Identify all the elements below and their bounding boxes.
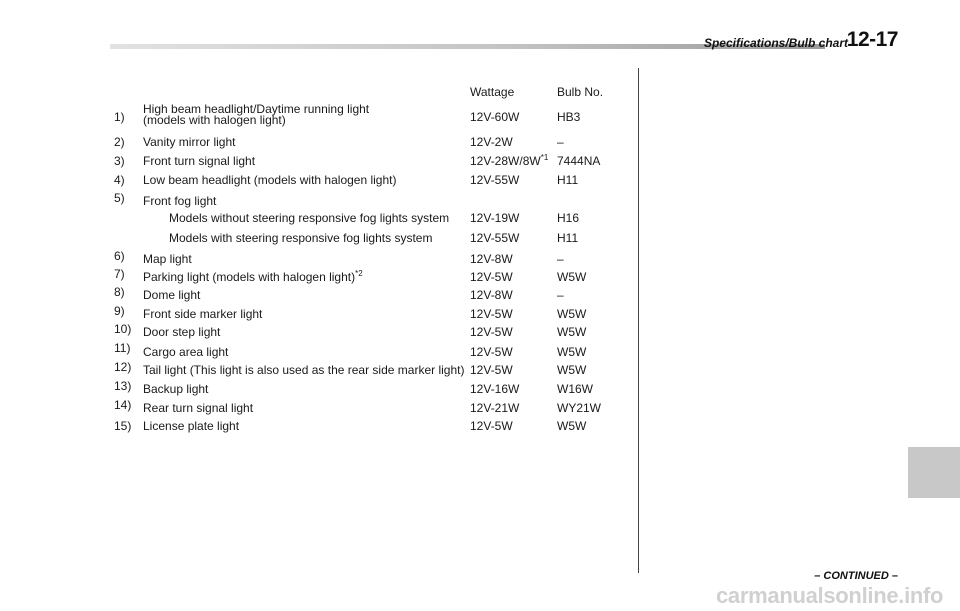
row-wattage: 12V-55W — [470, 173, 520, 187]
row-bulb-number: H11 — [557, 231, 579, 245]
row-bulb-number: W5W — [557, 270, 587, 284]
row-bulb-number: – — [557, 135, 564, 149]
row-number: 3) — [114, 154, 125, 168]
row-number: 10) — [114, 322, 132, 336]
wattage-column-header: Wattage — [470, 85, 515, 99]
row-number: 7) — [114, 267, 125, 281]
row-number: 4) — [114, 173, 125, 187]
row-wattage: 12V-5W — [470, 419, 513, 433]
section-title: Specifications/Bulb chart — [703, 36, 848, 50]
row-bulb-number: W5W — [557, 307, 587, 321]
row-bulb-number: W5W — [557, 345, 587, 359]
row-wattage: 12V-19W — [470, 211, 520, 225]
row-description: Models without steering responsive fog lights system — [169, 211, 450, 225]
row-description: Parking light (models with halogen light)$^{*2}$ — [143, 269, 363, 284]
footnote-marker: *2 — [355, 269, 363, 278]
row-wattage: 12V-5W — [470, 307, 513, 321]
row-description: Front side marker light — [143, 307, 263, 321]
row-bulb-number: W5W — [557, 363, 587, 377]
row-number: 2) — [114, 135, 125, 149]
bulb-number-column-header: Bulb No. — [557, 85, 604, 99]
row-wattage: 12V-2W — [470, 135, 513, 149]
row-wattage: 12V-60W — [470, 110, 520, 124]
row-number: 1) — [114, 110, 125, 124]
row-description: Models with steering responsive fog lights system — [169, 231, 433, 245]
watermark: carmanualsonline.info — [716, 583, 944, 608]
row-description: Front turn signal light — [143, 154, 256, 168]
row-bulb-number: W16W — [557, 382, 593, 396]
row-description: Rear turn signal light — [143, 401, 254, 415]
row-description: Door step light — [143, 325, 221, 339]
page-number: 12-17 — [846, 28, 898, 51]
row-bulb-number: WY21W — [557, 401, 602, 415]
row-description: Dome light — [143, 288, 201, 302]
row-description: Front fog light — [143, 194, 217, 208]
row-description: Vanity mirror light — [143, 135, 236, 149]
row-wattage: 12V-5W — [470, 363, 513, 377]
row-bulb-number: – — [557, 252, 564, 266]
row-wattage: 12V-55W — [470, 231, 520, 245]
row-description: Low beam headlight (models with halogen light) — [143, 173, 397, 187]
row-number: 9) — [114, 304, 125, 318]
row-wattage: 12V-5W — [470, 325, 513, 339]
row-number: 13) — [114, 379, 132, 393]
row-description: Map light — [143, 252, 192, 266]
row-number: 12) — [114, 360, 132, 374]
row-bulb-number: HB3 — [557, 110, 581, 124]
row-wattage: 12V-8W — [470, 252, 513, 266]
row-wattage: 12V-8W — [470, 288, 513, 302]
row-number: 11) — [114, 341, 131, 355]
row-description: Tail light (This light is also used as the rear side marker light) — [143, 363, 465, 377]
row-bulb-number: H11 — [557, 173, 579, 187]
row-wattage: $12V-28W/8W^{*1}$ — [470, 153, 549, 168]
row-bulb-number: 7444NA — [557, 154, 601, 168]
row-wattage: 12V-5W — [470, 270, 513, 284]
row-wattage: 12V-16W — [470, 382, 520, 396]
row-description: High beam headlight/Daytime running light (models with halogen light) — [143, 102, 370, 127]
row-number: 15) — [114, 419, 132, 433]
column-divider — [638, 68, 639, 573]
row-wattage: 12V-5W — [470, 345, 513, 359]
row-description: Backup light — [143, 382, 209, 396]
footnote-marker: *1 — [540, 153, 549, 162]
row-wattage: 12V-21W — [470, 401, 520, 415]
row-bulb-number: H16 — [557, 211, 580, 225]
row-bulb-number: W5W — [557, 325, 587, 339]
row-description: License plate light — [143, 419, 240, 433]
row-bulb-number: W5W — [557, 419, 587, 433]
row-number: 5) — [114, 191, 125, 205]
continued-label: – CONTINUED – — [814, 570, 898, 582]
row-number: 14) — [114, 398, 132, 412]
row-number: 6) — [114, 249, 125, 263]
row-description: Cargo area light — [143, 345, 229, 359]
chapter-tab — [908, 447, 960, 498]
row-number: 8) — [114, 285, 125, 299]
row-bulb-number: – — [557, 288, 564, 302]
